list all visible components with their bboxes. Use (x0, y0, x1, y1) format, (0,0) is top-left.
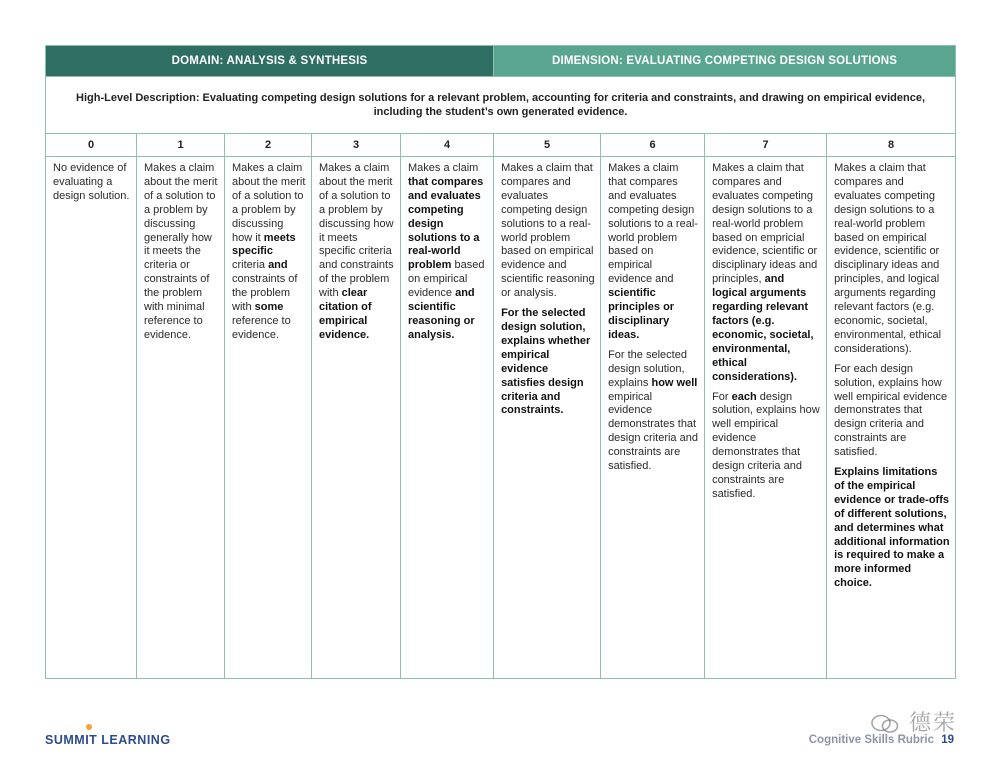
level-paragraph (53, 162, 131, 204)
logo-text: SUMMIT LEARNING (45, 733, 171, 747)
level-cell-1 (137, 157, 225, 679)
level-cell-2 (225, 157, 312, 679)
level-paragraph (712, 391, 821, 502)
score-header-3: 3 (312, 134, 401, 157)
text: based on empirical evidence (408, 259, 485, 300)
text: design solution, explains how well empirical evidence demonstrates that design criteria and constraints are satisfied. (712, 390, 820, 500)
level-paragraph (834, 363, 950, 460)
score-header-6: 6 (601, 134, 705, 157)
bold-text: that compares and evaluates competing design solutions to a real-world problem (408, 175, 484, 272)
level-cell-7 (705, 157, 827, 679)
footer-page-label (809, 734, 954, 746)
level-cell-3 (312, 157, 401, 679)
score-header-1: 1 (137, 134, 225, 157)
score-header-7: 7 (705, 134, 827, 157)
level-paragraph (501, 307, 595, 418)
score-header-2: 2 (225, 134, 312, 157)
text: Makes a claim that compares and evaluates competing design solutions to a real-world problem based on empricial evidence, scientific or disciplinary ideas and principles, (712, 162, 818, 286)
watermark-text: 德荣 (909, 711, 958, 736)
bold-text: clear citation of empirical evidence. (319, 287, 372, 341)
description-row (46, 77, 956, 134)
level-paragraph (319, 162, 395, 343)
domain-header: DOMAIN: ANALYSIS & SYNTHESIS (46, 46, 494, 77)
level-paragraph (608, 349, 699, 474)
bold-text: and logical arguments regarding relevant factors (e.g. economic, societal, environmental, ethical considerations). (712, 273, 814, 383)
level-paragraph (232, 162, 306, 343)
level-paragraph (501, 162, 595, 301)
text: empirical evidence demonstrates that design criteria and constraints are satisfied. (608, 390, 698, 473)
level-row (46, 157, 956, 679)
text: criteria (232, 259, 269, 272)
bold-text: some (254, 301, 284, 314)
summit-learning-logo (45, 733, 171, 747)
level-cell-6 (601, 157, 705, 679)
level-paragraph (608, 162, 699, 343)
score-header-0: 0 (46, 134, 137, 157)
text: Makes a claim that compares and evaluates competing design solutions to a real-world problem based on empirical evidence, scientific or disciplinary ideas and principles, and logical arguments regarding relevant factors (e.g. economic, societal, environmental, ethical considerations). (834, 162, 942, 355)
text: constraints of the problem with (232, 273, 298, 314)
bold-text: For the selected design solution, explains whether empirical evidence satisfies design criteria and constraints. (501, 307, 591, 417)
bold-text: meets specific (232, 231, 296, 258)
text: Makes a claim that compares and evaluates competing design solutions to a real-world problem based on empirical evidence and scientific reasoning or analysis. (501, 162, 595, 300)
text: Makes a claim (408, 162, 479, 174)
score-row (46, 134, 956, 157)
text: No evidence of evaluating a design solution. (53, 162, 130, 202)
page-number: 19 (941, 734, 954, 746)
text: Makes a claim about the merit of a solution to a problem by discussing how it meets specific criteria and constraints of the problem with (319, 162, 394, 300)
level-cell-5 (494, 157, 601, 679)
score-header-5: 5 (494, 134, 601, 157)
logo-dot-icon (86, 724, 92, 730)
bold-text: scientific principles or disciplinary ideas. (608, 287, 675, 341)
header-row (46, 46, 956, 77)
level-cell-4 (401, 157, 494, 679)
level-paragraph (834, 162, 950, 357)
wechat-icon (870, 713, 900, 735)
high-level-description: High-Level Description: Evaluating competing design solutions for a relevant problem, accounting for criteria and constraints, and drawing on empirical evidence, including the student’s own generated evidence. (46, 77, 956, 134)
level-cell-8 (827, 157, 956, 679)
rubric-table (45, 45, 956, 679)
level-paragraph (834, 466, 950, 591)
level-paragraph (712, 162, 821, 385)
text: For the selected design solution, explains (608, 348, 687, 389)
bold-text: and scientific reasoning or analysis. (408, 287, 475, 341)
score-header-4: 4 (401, 134, 494, 157)
bold-text: Explains limitations of the empirical evidence or trade-offs of different solutions, and determines what additional information is required to make a more informed choice. (834, 466, 950, 590)
level-paragraph (144, 162, 219, 343)
bold-text: how well (651, 376, 698, 389)
text: reference to evidence. (232, 314, 291, 341)
score-header-8: 8 (827, 134, 956, 157)
bold-text: each (731, 390, 757, 403)
bold-text: and (268, 259, 288, 272)
text: For (712, 390, 732, 403)
watermark (870, 706, 957, 737)
level-cell-0 (46, 157, 137, 679)
footer-label: Cognitive Skills Rubric (808, 734, 934, 746)
text: For each design solution, explains how well empirical evidence demonstrates that design criteria and constraints are satisfied. (834, 362, 948, 459)
text: Makes a claim about the merit of a solution to a problem by discussing how it (232, 162, 306, 244)
level-paragraph (408, 162, 488, 343)
text: Makes a claim that compares and evaluates competing design solutions to a real-world problem based on empirical evidence and (608, 162, 698, 286)
text: Makes a claim about the merit of a solution to a problem by discussing generally how it meets the criteria or constraints of the problem with minimal reference to evidence. (144, 162, 218, 341)
dimension-header: DIMENSION: EVALUATING COMPETING DESIGN SOLUTIONS (494, 46, 956, 77)
